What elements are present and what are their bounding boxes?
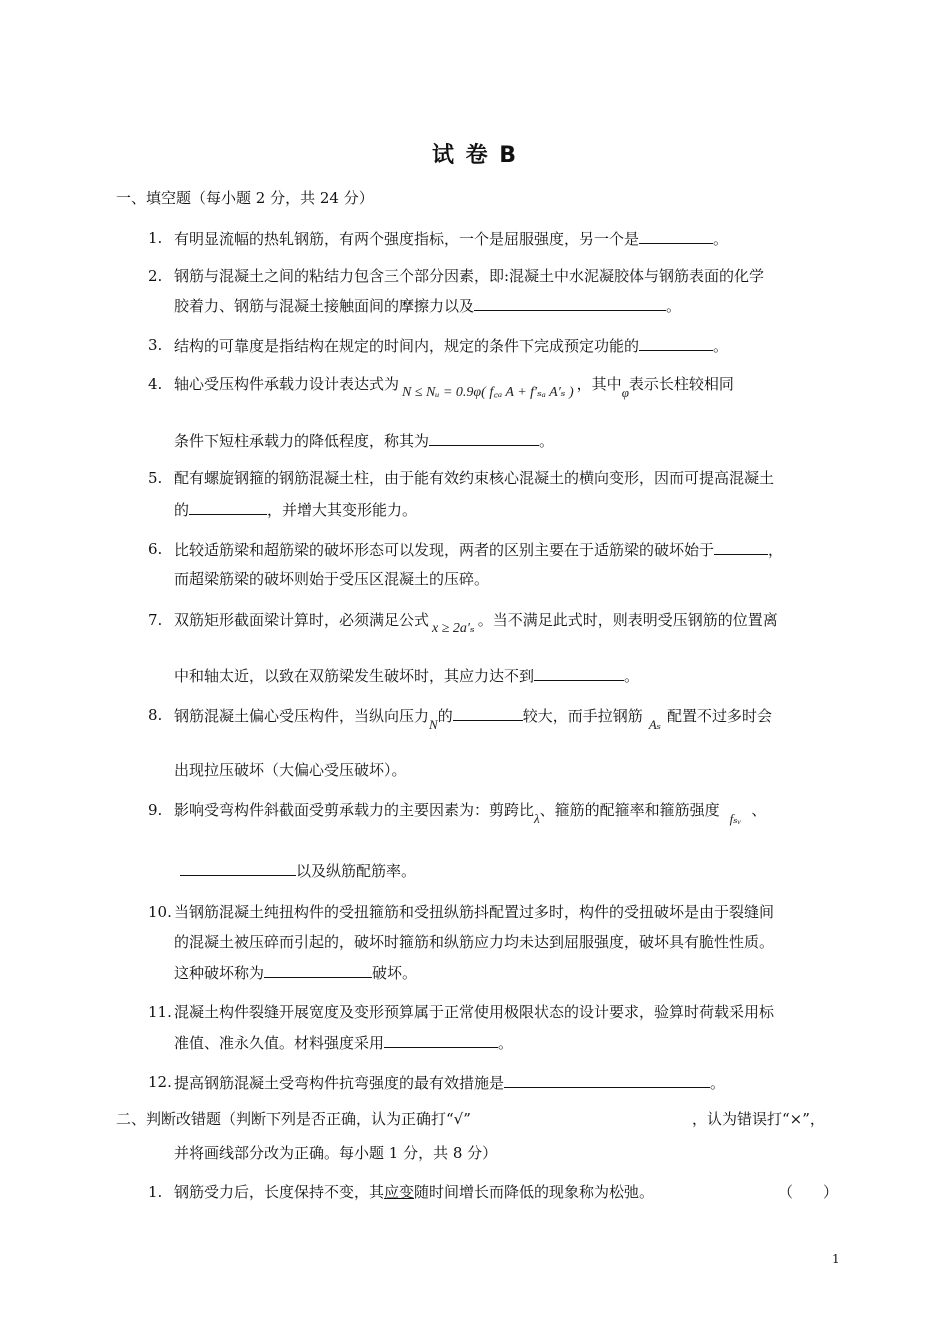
question-2 [148, 266, 838, 316]
question-text: 的 [174, 501, 190, 519]
answer-blank [180, 860, 296, 876]
question-text: 条件下短柱承载力的降低程度，称其为 [174, 432, 430, 450]
question-text: 表示长柱较相同 [628, 375, 734, 393]
answer-blank [474, 295, 666, 311]
question-number: 9. [148, 801, 163, 819]
question-text: 钢筋混凝土偏心受压构件，当纵向压力 [174, 707, 430, 725]
question-text-line2 [174, 430, 554, 451]
question-text-line2 [174, 665, 639, 686]
answer-blank [534, 665, 624, 681]
question-8 [148, 705, 838, 781]
punctuation: 。 [498, 1034, 514, 1052]
page-title: 试 卷 B [431, 143, 519, 168]
question-text: 出现拉压破坏（大偏心受压破坏）。 [174, 761, 407, 779]
section-2-heading: 二、判断改错题（判断下列是否正确，认为正确打“√” [116, 1110, 471, 1128]
question-text-line3 [174, 962, 417, 983]
punctuation: 。 [713, 230, 729, 248]
question-text: ，其中 [576, 375, 622, 393]
punctuation: 。 [713, 337, 729, 355]
question-4 [148, 374, 838, 450]
question-9 [148, 800, 838, 880]
punctuation: 。 [666, 297, 682, 315]
question-text: 结构的可靠度是指结构在规定的时间内，规定的条件下完成预定功能的 [174, 337, 640, 355]
question-text: ，并增大其变形能力。 [267, 501, 418, 519]
capacity-formula: N ≤ Nᵤ = 0.9φ( f꜀ₐ A + f′ₛₐ A′ₛ ) [402, 385, 574, 400]
question-text-line1 [174, 539, 783, 560]
question-text: 胶着力、钢筋与混凝土接触面间的摩擦力以及 [174, 297, 475, 315]
doubly-reinforced-formula: x ≥ 2a′ₛ [432, 621, 475, 636]
answer-blank [429, 430, 539, 446]
section-2-heading-cont: ，认为错误打“×”， [692, 1110, 825, 1128]
question-text-line2 [174, 499, 417, 520]
page-number: 1 [832, 1252, 840, 1266]
question-text: 配有螺旋钢箍的钢筋混凝土柱，由于能有效约束核心混凝土的横向变形，因而可提高混凝土 [174, 469, 775, 487]
question-7 [148, 610, 838, 686]
answer-blank [189, 499, 267, 515]
answer-parentheses: （ ） [777, 1183, 838, 1201]
axial-force-symbol: N [429, 717, 438, 732]
question-number: 4. [148, 375, 163, 393]
question-text: 中和轴太近，以致在双筋梁发生破坏时，其应力达不到 [174, 667, 535, 685]
question-text: 当钢筋混凝土纯扭构件的受扭箍筋和受扭纵筋抖配置过多时，构件的受扭破坏是由于裂缝间 [174, 903, 775, 921]
answer-blank [453, 705, 523, 721]
question-number: 2. [148, 267, 163, 285]
question-text: 影响受弯构件斜截面受剪承载力的主要因素为：剪跨比 [174, 801, 535, 819]
question-number: 8. [148, 706, 163, 724]
question-text-line1 [174, 610, 778, 636]
question-text: 有明显流幅的热轧钢筋，有两个强度指标，一个是屈服强度，另一个是 [174, 230, 640, 248]
punctuation: 。 [710, 1074, 726, 1092]
answer-blank [264, 962, 372, 978]
question-text: 钢筋与混凝土之间的粘结力包含三个部分因素，即:混凝土中水泥凝胶体与钢筋表面的化学 [174, 267, 765, 285]
answer-blank [639, 335, 713, 351]
answer-blank [639, 228, 713, 244]
question-text-line1 [174, 374, 734, 400]
question-text: 配置不过多时会 [667, 707, 773, 725]
phi-symbol: φ [621, 385, 629, 400]
question-text: 。当不满足此式时，则表明受压钢筋的位置离 [477, 611, 778, 629]
question-number: 7. [148, 611, 163, 629]
question-text-line1 [174, 800, 767, 826]
punctuation: 、 [751, 801, 767, 819]
question-number: 3. [148, 336, 163, 354]
question-text: 比较适筋梁和超筋梁的破坏形态可以发现，两者的区别主要在于适筋梁的破坏始于 [174, 541, 715, 559]
question-text: 钢筋受力后，长度保持不变，其 [174, 1183, 385, 1201]
question-5 [148, 468, 838, 518]
question-6 [148, 539, 838, 589]
question-text: 提高钢筋混凝土受弯构件抗弯强度的最有效措施是 [174, 1074, 505, 1092]
question-text-line2 [174, 1032, 513, 1053]
question-11 [148, 1002, 838, 1052]
question-text: 较大，而手拉钢筋 [522, 707, 643, 725]
question-number: 6. [148, 540, 163, 558]
answer-blank [504, 1072, 710, 1088]
question-text-line2 [174, 295, 681, 316]
question-text: 这种破坏称为 [174, 964, 265, 982]
steel-area-symbol: Aₛ [648, 717, 662, 732]
question-text: 、箍筋的配箍率和箍筋强度 [539, 801, 720, 819]
section-1-heading: 一、填空题（每小题 2 分，共 24 分） [116, 189, 374, 207]
question-number: 1. [148, 1183, 163, 1201]
question-number: 5. [148, 469, 163, 487]
stirrup-strength-symbol: fₛᵥ [729, 811, 742, 826]
question-text: 破坏。 [372, 964, 418, 982]
question-text: 准值、准永久值。材料强度采用 [174, 1034, 385, 1052]
answer-blank [384, 1032, 498, 1048]
question-number: 10. [148, 903, 172, 921]
question-text: 的混凝土被压碎而引起的，破坏时箍筋和纵筋应力均未达到屈服强度，破坏具有脆性性质。 [174, 933, 775, 951]
section-2-heading-line2: 并将画线部分改为正确。每小题 1 分，共 8 分） [174, 1144, 498, 1162]
question-number: 11. [148, 1003, 172, 1021]
punctuation: ， [768, 541, 784, 559]
question-number: 1. [148, 229, 163, 247]
question-text: 随时间增长而降低的现象称为松弛。 [414, 1183, 655, 1201]
question-text-line2 [180, 860, 416, 881]
question-text: 而超梁筋梁的破坏则始于受压区混凝土的压碎。 [174, 570, 490, 588]
underlined-term: 应变 [384, 1183, 415, 1201]
question-number: 12. [148, 1073, 172, 1091]
shear-span-ratio-symbol: λ [534, 811, 540, 826]
punctuation: 。 [539, 432, 555, 450]
question-text: 双筋矩形截面梁计算时，必须满足公式 [174, 611, 430, 629]
answer-blank [714, 539, 768, 555]
question-text: 混凝土构件裂缝开展宽度及变形预算属于正常使用极限状态的设计要求，验算时荷载采用标 [174, 1003, 775, 1021]
question-10 [148, 902, 838, 982]
punctuation: 。 [624, 667, 640, 685]
question-text-line1 [174, 705, 773, 732]
question-text: 的 [437, 707, 453, 725]
question-text: 轴心受压构件承载力设计表达式为 [174, 375, 400, 393]
question-text: 以及纵筋配筋率。 [296, 862, 417, 880]
